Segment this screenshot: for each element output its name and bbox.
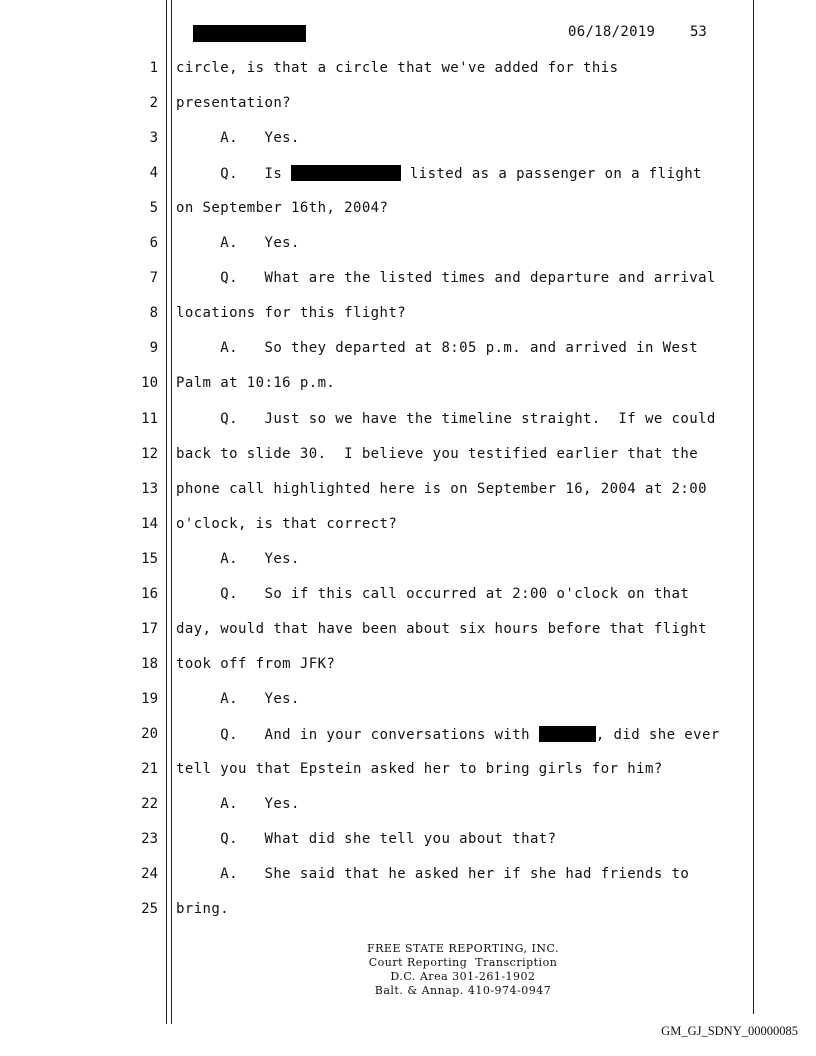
line-text-segment: listed as a passenger on a flight: [401, 166, 702, 183]
line-text-segment: circle, is that a circle that we've added for this: [176, 60, 619, 76]
header-redaction-block: [193, 25, 306, 42]
transcript-line: [0, 411, 816, 431]
transcript-line: [0, 200, 816, 220]
line-number: 11: [141, 410, 158, 427]
line-text: [176, 726, 720, 743]
line-text-segment: Q. So if this call occurred at 2:00 o'clock on that: [176, 585, 690, 602]
line-text-segment: took off from JFK?: [176, 655, 336, 672]
transcript-line: [0, 656, 816, 676]
line-number: 14: [141, 515, 158, 532]
line-text-segment: A. Yes.: [176, 550, 300, 567]
transcript-line: [0, 270, 816, 290]
line-number: 7: [149, 270, 158, 287]
line-text-segment: Palm at 10:16 p.m.: [176, 375, 336, 392]
transcript-line: [0, 691, 816, 711]
line-text: [176, 411, 716, 427]
line-text-segment: A. Yes.: [176, 130, 300, 147]
line-text: [176, 130, 300, 146]
transcript-line: [0, 95, 816, 115]
line-number: 13: [141, 480, 158, 497]
line-number: 17: [141, 620, 158, 637]
transcript-line: [0, 866, 816, 886]
line-number: 8: [149, 305, 158, 322]
line-number: 9: [149, 340, 158, 357]
footer-phone-dc: D.C. Area 301-261-1902: [390, 970, 536, 983]
reporter-footer: [300, 942, 626, 998]
header-page-number: 53: [690, 24, 707, 40]
line-number: 3: [149, 130, 158, 147]
line-number: 21: [141, 761, 158, 777]
line-number: 2: [149, 95, 158, 112]
line-number: 6: [149, 235, 158, 252]
header-date: 06/18/2019: [568, 24, 656, 40]
line-text-segment: A. Yes.: [176, 690, 300, 707]
line-text-segment: back to slide 30. I believe you testified earlier that the: [176, 445, 699, 462]
transcript-line: [0, 516, 816, 536]
line-text-segment: Q. Just so we have the timeline straight. If we could: [176, 410, 716, 427]
redaction-block: [291, 165, 401, 181]
line-text-segment: , did she ever: [595, 726, 720, 743]
right-margin-rule: [753, 0, 754, 1014]
line-text: [176, 481, 707, 497]
transcript-line: [0, 586, 816, 606]
line-text: [176, 691, 300, 707]
line-number: 20: [141, 725, 158, 742]
transcript-line: [0, 446, 816, 466]
line-text-segment: Q. Is: [176, 166, 292, 183]
line-number: 1: [149, 60, 158, 76]
line-number: 16: [141, 585, 158, 602]
line-text: [176, 235, 300, 251]
line-number: 25: [141, 901, 158, 918]
line-number: 23: [141, 831, 158, 848]
line-text: [176, 901, 229, 917]
transcript-line: [0, 375, 816, 395]
line-text-segment: phone call highlighted here is on September 16, 2004 at 2:00: [176, 480, 707, 497]
line-text-segment: A. So they departed at 8:05 p.m. and arrived in West: [176, 340, 699, 357]
line-text-segment: Q. And in your conversations with: [176, 726, 539, 743]
line-text: [176, 586, 689, 602]
line-text: [176, 831, 557, 847]
transcript-line: [0, 481, 816, 501]
line-text-segment: Q. What are the listed times and departure and arrival: [176, 270, 716, 287]
redaction-block: [539, 726, 596, 742]
line-text-segment: on September 16th, 2004?: [176, 200, 389, 217]
footer-phone-balt: Balt. & Annap. 410-974-0947: [374, 984, 552, 997]
transcript-line: [0, 831, 816, 851]
transcript-line: [0, 305, 816, 325]
line-text: [176, 446, 698, 462]
transcript-line: [0, 165, 816, 185]
transcript-line: [0, 726, 816, 746]
line-text: [176, 796, 300, 812]
line-text: [176, 656, 335, 672]
line-text: [176, 621, 707, 637]
line-text: [176, 200, 388, 216]
transcript-line: [0, 761, 816, 781]
transcript-line: [0, 621, 816, 641]
transcript-line: [0, 60, 816, 80]
transcript-line: [0, 130, 816, 150]
line-number: 5: [149, 200, 158, 217]
line-text-segment: A. She said that he asked her if she had friends to: [176, 866, 690, 883]
line-number: 19: [141, 690, 158, 707]
line-text: [176, 516, 397, 532]
line-text: [176, 375, 335, 391]
line-text-segment: tell you that Epstein asked her to bring girls for him?: [176, 761, 663, 777]
line-text: [176, 866, 689, 882]
line-text-segment: A. Yes.: [176, 235, 300, 252]
line-number: 4: [149, 165, 158, 182]
line-text: [176, 60, 618, 76]
line-text: [176, 270, 716, 286]
line-text-segment: presentation?: [176, 95, 292, 112]
line-text-segment: bring.: [176, 901, 230, 918]
line-text: [176, 340, 698, 356]
footer-service: Court Reporting Transcription: [368, 956, 558, 969]
line-number: 18: [141, 655, 158, 672]
bates-number: GM_GJ_SDNY_00000085: [661, 1024, 798, 1038]
transcript-line: [0, 796, 816, 816]
line-text-segment: A. Yes.: [176, 796, 300, 813]
footer-company: FREE STATE REPORTING, INC.: [367, 942, 559, 955]
transcript-line: [0, 235, 816, 255]
line-text-segment: o'clock, is that correct?: [176, 515, 398, 532]
line-number: 10: [141, 375, 158, 392]
line-text-segment: locations for this flight?: [176, 305, 407, 322]
line-number: 15: [141, 550, 158, 567]
line-text: [176, 551, 300, 567]
transcript-line: [0, 901, 816, 921]
transcript-line: [0, 551, 816, 571]
line-text-segment: day, would that have been about six hours before that flight: [176, 620, 707, 637]
line-text: [176, 305, 406, 321]
line-text: [176, 95, 291, 111]
transcript-line: [0, 340, 816, 360]
line-text: [176, 165, 702, 182]
line-number: 12: [141, 445, 158, 462]
line-text-segment: Q. What did she tell you about that?: [176, 831, 557, 848]
line-text: [176, 761, 663, 777]
line-number: 24: [141, 866, 158, 883]
line-number: 22: [141, 796, 158, 813]
